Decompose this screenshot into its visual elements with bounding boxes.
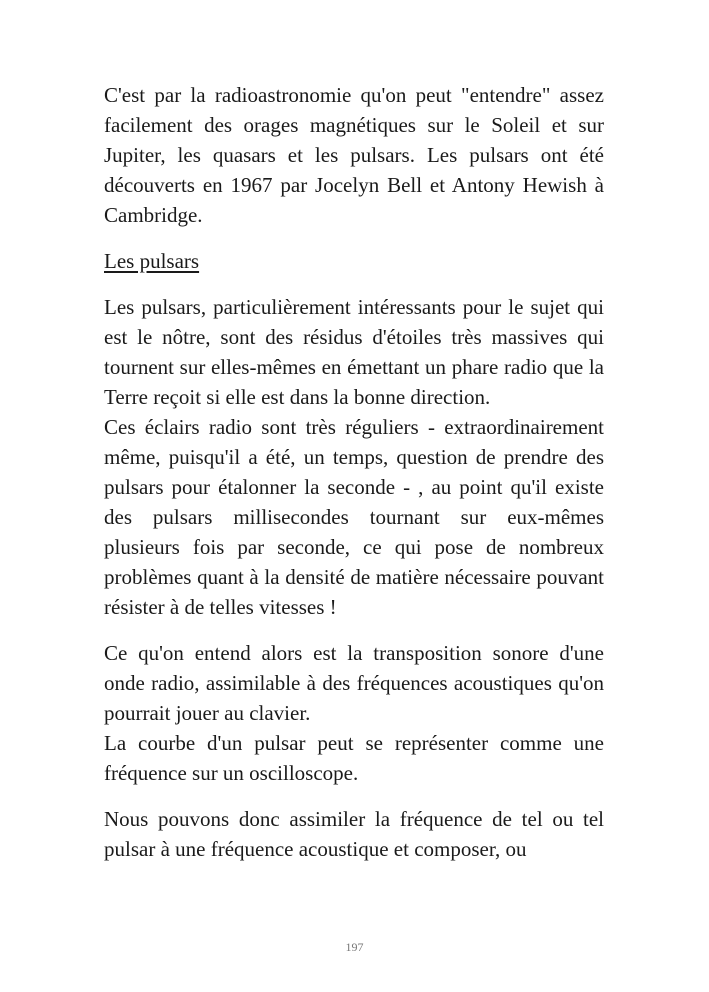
sound-transposition-paragraph: Ce qu'on entend alors est la transposition sonore d'une onde radio, assimilable à des fréquences acoustiques qu'on pourrait jouer au clavier. bbox=[104, 641, 604, 725]
pulsar-definition-paragraph: Les pulsars, particulièrement intéressants pour le sujet qui est le nôtre, sont des résidus d'étoiles très massives qui tournent sur elles-mêmes en émettant un phare radio que la Terre reçoit si elle est dans la bonne direction. bbox=[104, 295, 604, 409]
intro-paragraph: C'est par la radioastronomie qu'on peut "entendre" assez facilement des orages magnétiques sur le Soleil et sur Jupiter, les quasars et les pulsars. Les pulsars ont été découverts en 1967 par Jocelyn Bell et Antony Hewish à Cambridge. bbox=[104, 83, 604, 227]
page-body bbox=[104, 80, 604, 864]
paragraph-gap bbox=[104, 230, 604, 246]
paragraph-gap bbox=[104, 622, 604, 638]
paragraph-gap bbox=[104, 788, 604, 804]
paragraph-gap bbox=[104, 276, 604, 292]
radio-flashes-paragraph: Ces éclairs radio sont très réguliers - extraordinairement même, puisqu'il a été, un temps, question de prendre des pulsars pour étalonner la seconde - , au point qu'il existe des pulsars millisecondes tournant sur eux-mêmes plusieurs fois par seconde, ce qui pose de nombreux problèmes quant à la densité de matière nécessaire pouvant résister à de telles vitesses ! bbox=[104, 415, 604, 619]
section-heading: Les pulsars bbox=[104, 249, 200, 273]
page-number: 197 bbox=[345, 940, 364, 954]
oscilloscope-paragraph: La courbe d'un pulsar peut se représenter comme une fréquence sur un oscilloscope. bbox=[104, 731, 604, 785]
composition-paragraph: Nous pouvons donc assimiler la fréquence de tel ou tel pulsar à une fréquence acoustique et composer, ou bbox=[104, 807, 604, 861]
